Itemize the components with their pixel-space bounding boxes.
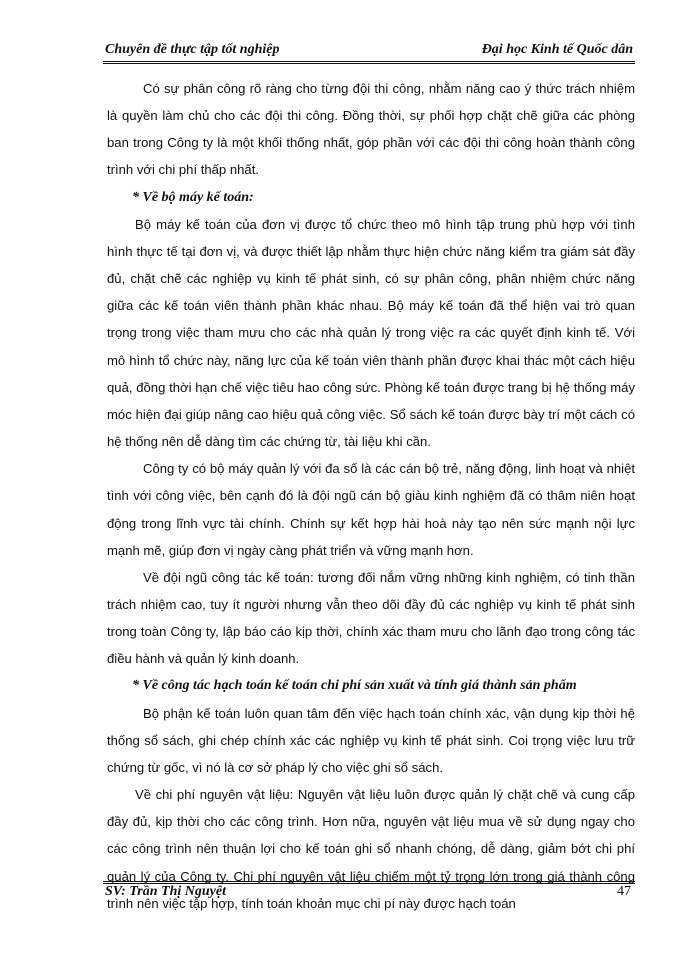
- paragraph: Công ty có bộ máy quản lý với đa số là các cán bộ trẻ, năng động, linh hoạt và nhiệt tình với công việc, bên cạnh đó là đội ngũ cán bộ giàu kinh nghiệm đã có thâm niên hoạt động trong lĩnh vực tài chính. Chính sự kết hợp hài hoà này tạo nên sức mạnh nội lực mạnh mẽ, giúp đơn vị ngày càng phát triển và vững mạnh hơn.: [107, 461, 635, 558]
- page-number: 47: [617, 884, 631, 899]
- paragraph: Về chi phí nguyên vật liệu: Nguyên vật liệu luôn được quản lý chặt chẽ và cung cấp đầy đủ, kịp thời cho các công trình. Hơn nữa, nguyên vật liệu mua về sử dụng ngay cho các công trình nên thuận lợi cho kế toán ghi sổ nhanh chóng, dễ dàng, giảm bớt chi phí quản lý của Công ty. Chi phí nguyên vật liệu chiếm một tỷ trọng lớn trong giá thành công trình nên việc tập hợp, tính toán khoản mục chi pí này được hạch toán: [107, 787, 635, 911]
- document-body: [107, 75, 635, 917]
- section-heading: * Về công tác hạch toán kế toán chi phí sản xuất và tính giá thành sản phẩm: [132, 678, 577, 694]
- section-heading: * Về bộ máy kế toán:: [132, 189, 254, 205]
- paragraph: Về đội ngũ công tác kế toán: tương đối nắm vững những kinh nghiệm, có tinh thần trách nhiệm cao, tuy ít người nhưng vẫn theo dõi đầy đủ các nghiệp vụ kinh tế phát sinh trong toàn Công ty, lập báo cáo kịp thời, chính xác tham mưu cho lãnh đạo trong công tác điều hành và quản lý kinh doanh.: [107, 569, 635, 667]
- paragraph: Bộ máy kế toán của đơn vị được tổ chức theo mô hình tập trung phù hợp với tình hình thực tế tại đơn vị, và được thiết lập nhằm thực hiện chức năng kiểm tra giám sát đầy đủ, chặt chẽ các nghiệp vụ kinh tế phát sinh, có sự phân công, phân nhiệm chức năng giữa các kế toán viên thành phần khác nhau. Bộ máy kế toán đã thể hiện vai trò quan trọng trong việc tham mưu cho các nhà quản lý trong việc ra các quyết định kinh tế. Với mô hình tổ chức này, năng lực của kế toán viên thành phần được khai thác một cách hiệu quả, đồng thời hạn chế việc tiêu hao công sức. Phòng kế toán được trang bị hệ thống máy móc hiện đại giúp nâng cao hiệu quả công việc. Sổ sách kế toán được bày trí một cách có hệ thống nên dễ dàng tìm các chứng từ, tài liệu khi cần.: [107, 216, 635, 450]
- page-footer: [105, 884, 633, 904]
- header-divider: [103, 61, 635, 64]
- paragraph: Có sự phân công rõ ràng cho từng đội thi công, nhằm năng cao ý thức trách nhiệm là quyền làm chủ cho các đội thi công. Đồng thời, sự phối hợp chặt chẽ giữa các phòng ban trong Công ty là một khối thống nhất, góp phần với các đội thi công hoàn thành công trình với chi phí thấp nhất.: [107, 81, 635, 178]
- paragraph: Bộ phận kế toán luôn quan tâm đến việc hạch toán chính xác, vận dụng kịp thời hệ thống sổ sách, ghi chép chính xác các nghiệp vụ kinh tế phát sinh. Coi trọng việc lưu trữ chứng từ gốc, vì nó là cơ sở pháp lý cho việc ghi sổ sách.: [107, 705, 635, 775]
- page-header: [105, 40, 633, 60]
- header-document-type: Chuyên đề thực tập tốt nghiệp: [105, 42, 280, 57]
- footer-student-name: SV: Trần Thị Nguyệt: [105, 884, 226, 899]
- header-university: Đại học Kinh tế Quốc dân: [481, 42, 633, 57]
